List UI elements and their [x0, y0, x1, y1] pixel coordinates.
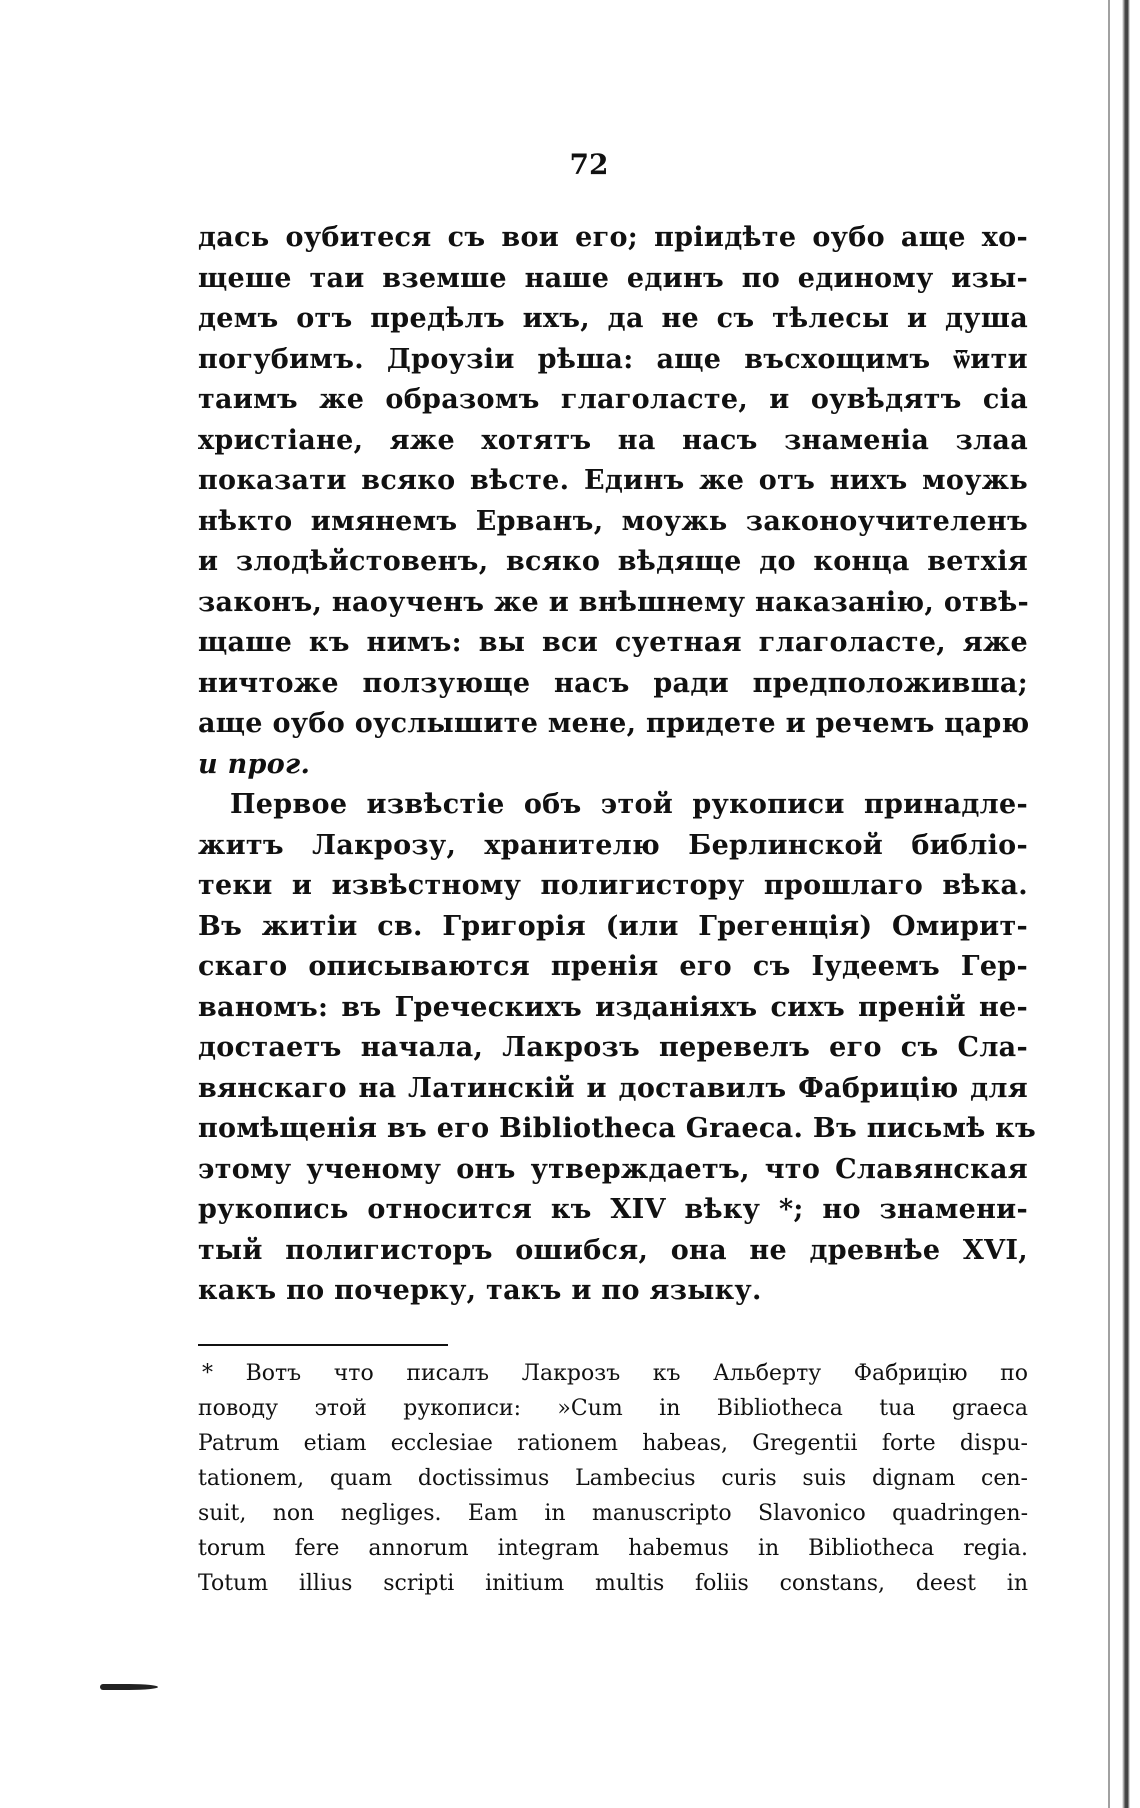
paragraph-line: Первое извѣстіе объ этой рукописи принадле- — [230, 789, 1028, 820]
text-line: дась оубитеся съ вои его; пріидѣте оубо аще хо- — [198, 222, 1028, 253]
footnote-line: torum fere annorum integram habemus in Bibliotheca regia. — [198, 1536, 1028, 1561]
footnote-rule — [198, 1344, 448, 1346]
footnote-line: Patrum etiam ecclesiae rationem habeas, Gregentii forte dispu- — [198, 1431, 1028, 1456]
text-line: и злодѣйстовенъ, всяко вѣдяще до конца ветхія — [198, 546, 1028, 577]
page-edge-line — [1108, 0, 1110, 1808]
text-line: аще оубо оуслышите мене, придете и речемъ царю — [198, 708, 1030, 739]
text-line: щаше къ нимъ: вы вси суетная глаголасте, яже — [198, 627, 1028, 658]
text-line-last: и прог. — [198, 748, 311, 780]
text-line: погубимъ. Дроузіи рѣша: аще въсхощимъ ѿити — [198, 343, 1028, 375]
book-spine-shadow — [1122, 0, 1130, 1808]
text-line: законъ, наоученъ же и внѣшнему наказанію, отвѣ- — [198, 586, 1030, 618]
text-line: показати всяко вѣсте. Единъ же отъ нихъ моужь — [198, 465, 1028, 496]
paragraph-line: помѣщенія въ его Bibliotheca Graeca. Въ письмѣ къ — [198, 1113, 1036, 1144]
footnote-line: tationem, quam doctissimus Lambecius curis suis dignam cen- — [198, 1466, 1028, 1491]
footnote-line: поводу этой рукописи: »Cum in Bibliotheca tua graeca — [198, 1396, 1028, 1421]
paragraph-line: рукопись относится къ XIV вѣку *; но знамени- — [198, 1194, 1028, 1225]
footnote-line: * Вотъ что писалъ Лакрозъ къ Альберту Фабрицію по — [202, 1361, 1028, 1386]
paragraph-line: житъ Лакрозу, хранителю Берлинской библіо- — [198, 829, 1028, 861]
footnote — [198, 1356, 1028, 1601]
text-line: щеше таи вземше наше единъ по единому изы- — [198, 262, 1028, 294]
footnote-line: Totum illius scripti initium multis foliis constans, deest in — [198, 1571, 1028, 1596]
paragraph-line-last: какъ по почерку, такъ и по языку. — [198, 1275, 762, 1306]
text-line: ничтоже ползующе насъ ради предположивша; — [198, 667, 1028, 699]
text-line: христіане, яже хотятъ на насъ знаменіа злаа — [198, 424, 1028, 456]
paragraph-line: вянскаго на Латинскій и доставилъ Фабрицію для — [198, 1072, 1028, 1104]
main-text — [198, 218, 1036, 1312]
paragraph-line: Въ житіи св. Григорія (или Грегенція) Омирит- — [198, 910, 1028, 942]
paragraph-line: тый полигисторъ ошибся, она не древнѣе XVI, — [198, 1234, 1028, 1266]
text-line: нѣкто имянемъ Ерванъ, моужь законоучителенъ — [198, 505, 1028, 537]
paragraph-line: скаго описываются пренія его съ Іудеемъ Гер- — [198, 951, 1028, 982]
ink-smudge — [100, 1684, 158, 1690]
paragraph-line: теки и извѣстному полигистору прошлаго вѣка. — [198, 870, 1028, 901]
text-line: демъ отъ предѣлъ ихъ, да не съ тѣлесы и душа — [198, 303, 1028, 334]
paragraph-line: ваномъ: въ Греческихъ изданіяхъ сихъ преній не- — [198, 991, 1028, 1023]
page-number: 72 — [569, 148, 609, 181]
paragraph-line: достаетъ начала, Лакрозъ перевелъ его съ Сла- — [198, 1032, 1028, 1063]
footnote-line: suit, non negliges. Eam in manuscripto Slavonico quadringen- — [198, 1501, 1028, 1526]
paragraph-line: этому ученому онъ утверждаетъ, что Славянская — [198, 1153, 1028, 1185]
text-line: таимъ же образомъ глаголасте, и оувѣдятъ сіа — [198, 384, 1028, 415]
